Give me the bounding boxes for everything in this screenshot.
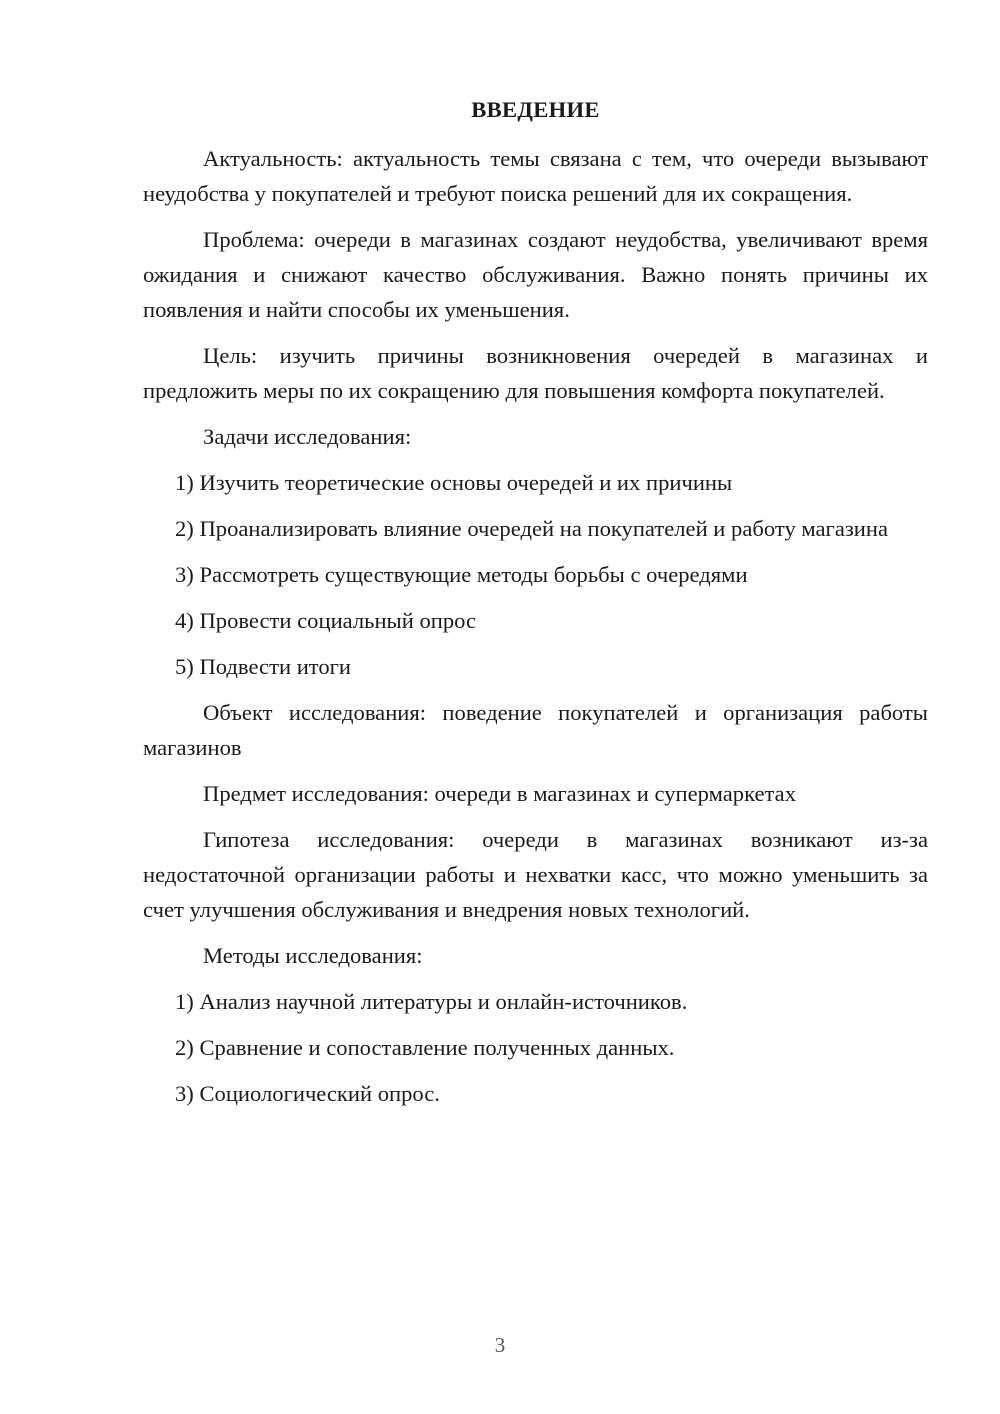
task-item-3: 3) Рассмотреть существующие методы борьбы с очередями: [175, 562, 748, 587]
task-item-4: 4) Провести социальный опрос: [175, 608, 477, 633]
task-item-2: 2) Проанализировать влияние очередей на покупателей и работу магазина: [175, 516, 888, 541]
goal-paragraph: Цель: изучить причины возникновения очередей в магазинах и предложить меры по их сокращению для повышения комфорта покупателей.: [143, 343, 928, 403]
methods-heading: Методы исследования:: [203, 943, 423, 968]
hypothesis-paragraph: Гипотеза исследования: очереди в магазинах возникают из-за недостаточной организации работы и нехватки касс, что можно уменьшить за счет улучшения обслуживания и внедрения новых технологий.: [143, 827, 928, 922]
task-item-1: 1) Изучить теоретические основы очередей и их причины: [175, 470, 733, 495]
method-item-2: 2) Сравнение и сопоставление полученных данных.: [175, 1035, 675, 1060]
subject-paragraph: Предмет исследования: очереди в магазинах и супермаркетах: [203, 781, 796, 806]
method-item-3: 3) Социологический опрос.: [175, 1081, 440, 1106]
tasks-heading: Задачи исследования:: [203, 424, 412, 449]
relevance-paragraph: Актуальность: актуальность темы связана с тем, что очереди вызывают неудобства у покупателей и требуют поиска решений для их сокращения.: [143, 146, 928, 206]
method-item-1: 1) Анализ научной литературы и онлайн-источников.: [175, 989, 688, 1014]
problem-paragraph: Проблема: очереди в магазинах создают неудобства, увеличивают время ожидания и снижают качество обслуживания. Важно понять причины их появления и найти способы их уменьшения.: [143, 227, 928, 322]
page-title: ВВЕДЕНИЕ: [471, 97, 600, 122]
document-page: [143, 95, 928, 1122]
page-number: 3: [494, 1333, 506, 1357]
task-item-5: 5) Подвести итоги: [175, 654, 352, 679]
object-paragraph: Объект исследования: поведение покупателей и организация работы магазинов: [143, 700, 928, 760]
